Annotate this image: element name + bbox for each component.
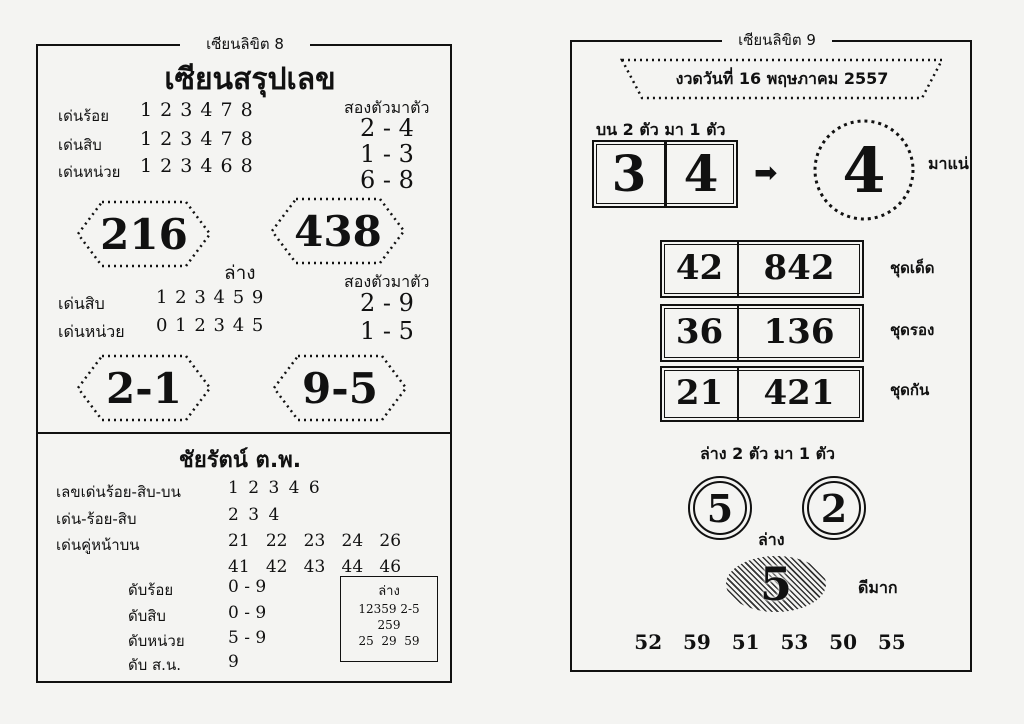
- arrow-icon: ➡: [754, 156, 778, 189]
- hex-bottom-right: [270, 352, 410, 424]
- lower-summary-line-2: 12359 2-5: [358, 602, 420, 616]
- cut-hundreds-value: 0 - 9: [228, 577, 267, 597]
- cut-units-label: ดับหน่วย: [128, 632, 185, 650]
- hex-bottom-right-number: 9-5: [302, 363, 378, 413]
- hex-top-left-number: 216: [100, 209, 188, 259]
- section-row-4-value: 41 42 43 44 46: [228, 557, 402, 577]
- top-row-units-digits: 1 2 3 4 6 8: [140, 155, 254, 177]
- star-digit-badge: [726, 556, 826, 612]
- hex-top-left: [74, 198, 214, 270]
- lower-circle-1: [688, 476, 752, 540]
- draw-date-banner: [618, 56, 946, 102]
- bottom-row-tens-label: เด่นสิบ: [58, 294, 105, 313]
- set-2-label: ชุดรอง: [890, 321, 935, 339]
- lower-label-right: ล่าง: [758, 530, 785, 549]
- hex-top-right: [268, 195, 408, 267]
- lower-summary-line-4: 25 29 59: [358, 634, 420, 648]
- cut-sn-value: 9: [228, 652, 239, 672]
- final-numbers: 52 59 51 53 50 55: [634, 630, 906, 654]
- lower-summary-line-1: ล่าง: [378, 584, 400, 599]
- section-row-3-value: 21 22 23 24 26: [228, 531, 402, 551]
- lower-summary-line-3: 259: [377, 618, 401, 632]
- set-1-triple: 842: [763, 248, 835, 288]
- left-title: เซียนสรุปเลข: [164, 62, 336, 97]
- cut-hundreds-label: ดับร้อย: [128, 581, 174, 599]
- bottom-pair-1: 2 - 9: [360, 289, 414, 317]
- cut-tens-label: ดับสิบ: [128, 607, 166, 625]
- top-row-hundreds-label: เด่นร้อย: [58, 107, 109, 125]
- lower-summary-box: [340, 576, 438, 662]
- right-page-label: เซียนลิขิต 9: [722, 28, 832, 50]
- lower-circle-2: [802, 476, 866, 540]
- lower-digit-2: 2: [820, 485, 848, 531]
- cut-sn-label: ดับ ส.น.: [128, 656, 181, 674]
- star-caption: ดีมาก: [858, 578, 898, 597]
- top-row-hundreds-digits: 1 2 3 4 7 8: [140, 99, 254, 121]
- section-row-2-value: 2 3 4: [228, 505, 282, 525]
- circle-digit: 4: [842, 133, 886, 207]
- left-page-label: เซียนลิขิต 8: [180, 32, 310, 54]
- hex-top-right-number: 438: [294, 206, 382, 256]
- hex-bottom-left: [74, 352, 214, 424]
- top-pair-3: 6 - 8: [360, 166, 414, 194]
- section-row-1-label: เลขเด่นร้อย-สิบ-บน: [56, 483, 181, 501]
- top-row-tens-label: เด่นสิบ: [58, 136, 102, 154]
- cut-tens-value: 0 - 9: [228, 603, 267, 623]
- top-pair-1: 2 - 4: [360, 114, 414, 142]
- section-row-1-value: 1 2 3 4 6: [228, 478, 322, 498]
- top-pair-2: 1 - 3: [360, 140, 414, 168]
- set-3-label: ชุดกัน: [890, 381, 930, 399]
- bottom-row-tens-digits: 1 2 3 4 5 9: [156, 287, 265, 308]
- set-1-label: ชุดเด็ด: [890, 259, 935, 277]
- section-divider: [36, 432, 450, 434]
- cut-units-value: 5 - 9: [228, 628, 267, 648]
- circle-caption: มาแน่: [928, 154, 969, 173]
- lower-digit-1: 5: [706, 485, 734, 531]
- two-digit-second: 4: [683, 143, 719, 203]
- star-digit: 5: [759, 557, 792, 611]
- top-pairs-title: สองตัวมาตัว: [344, 98, 430, 117]
- two-digit-label: บน 2 ตัว มา 1 ตัว: [596, 120, 726, 139]
- set-2-pair: 36: [675, 312, 724, 352]
- bottom-pair-2: 1 - 5: [360, 317, 414, 345]
- two-digit-first: 3: [611, 143, 647, 203]
- set-3-pair: 21: [675, 373, 724, 413]
- section-row-3-label: เด่นคู่หน้าบน: [56, 536, 140, 554]
- draw-date: งวดวันที่ 16 พฤษภาคม 2557: [675, 69, 889, 88]
- bottom-pairs-title: สองตัวมาตัว: [344, 272, 430, 291]
- top-row-tens-digits: 1 2 3 4 7 8: [140, 128, 254, 150]
- top-row-units-label: เด่นหน่วย: [58, 163, 121, 181]
- section-title: ชัยรัตน์ ต.พ.: [178, 448, 302, 473]
- set-1-pair: 42: [675, 248, 724, 288]
- lower-two-label: ล่าง 2 ตัว มา 1 ตัว: [700, 444, 835, 463]
- circle-badge: [812, 118, 916, 222]
- hex-bottom-left-number: 2-1: [106, 363, 182, 413]
- set-3-triple: 421: [763, 373, 835, 413]
- lower-label: ล่าง: [224, 262, 256, 284]
- bottom-row-units-digits: 0 1 2 3 4 5: [156, 315, 265, 336]
- set-2-triple: 136: [763, 312, 835, 352]
- section-row-2-label: เด่น-ร้อย-สิบ: [56, 510, 137, 528]
- bottom-row-units-label: เด่นหน่วย: [58, 322, 125, 341]
